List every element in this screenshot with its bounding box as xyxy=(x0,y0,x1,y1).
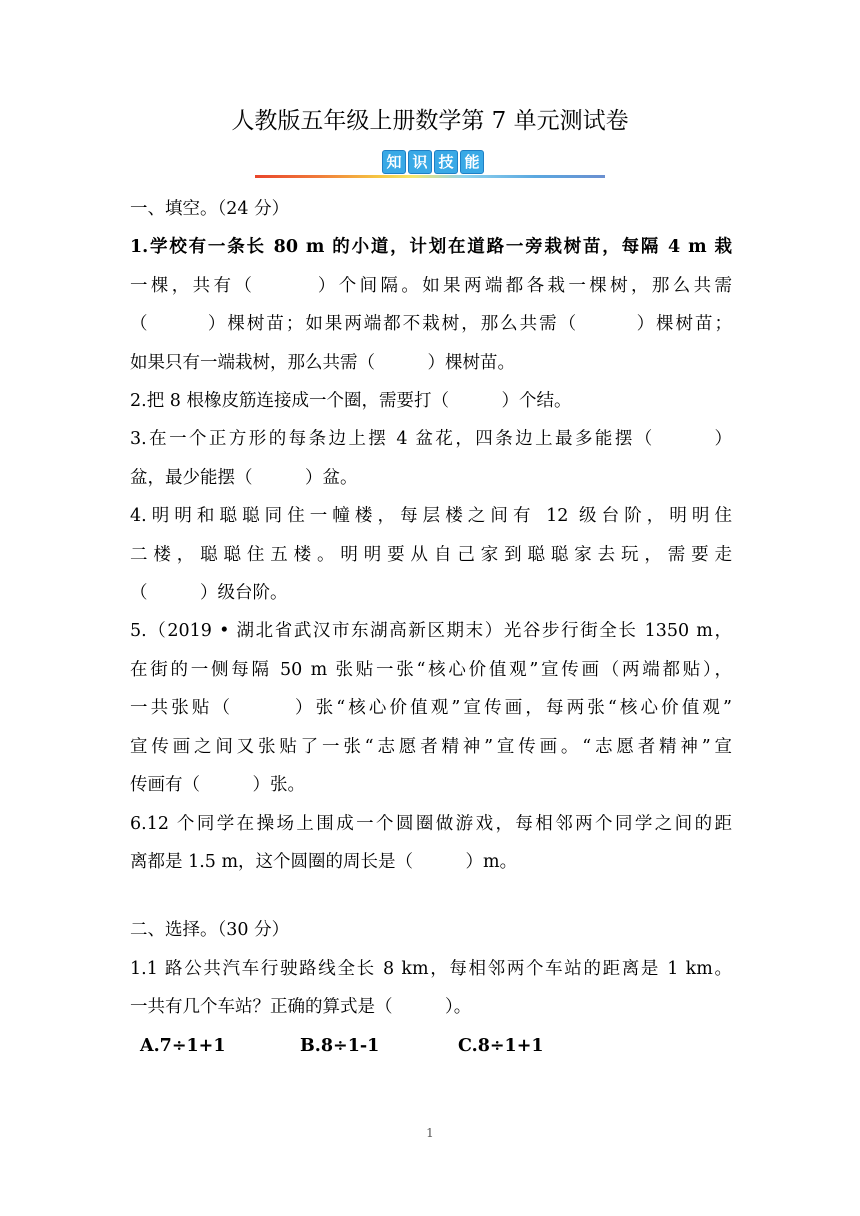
section-1-heading: 一、填空。（24 分） xyxy=(130,199,290,219)
badge-char: 知 xyxy=(382,150,406,174)
badge-char: 识 xyxy=(408,150,432,174)
page-title: 人教版五年级上册数学第 7 单元测试卷 xyxy=(231,108,629,134)
question-1-line: 1.学校有一条长 80 m 的小道，计划在道路一旁栽树苗，每隔 4 m 栽 xyxy=(130,237,732,258)
option-c[interactable]: C.8÷1+1 xyxy=(458,1035,544,1056)
question-5-line: 一共张贴（ ）张“核心价值观”宣传画，每两张“核心价值观” xyxy=(130,698,732,719)
option-b[interactable]: B.8÷1-1 xyxy=(300,1035,380,1056)
section-2-heading: 二、选择。（30 分） xyxy=(130,920,290,941)
option-a[interactable]: A.7÷1+1 xyxy=(140,1035,226,1056)
question-1-line: 如果只有一端栽树，那么共需（ ）棵树苗。 xyxy=(130,352,515,373)
question-5-line: 宣传画之间又张贴了一张“志愿者精神”宣传画。“志愿者精神”宣 xyxy=(130,736,732,757)
choice-question-1-line: 1.1 路公共汽车行驶路线全长 8 km，每相邻两个车站的距离是 1 km。 xyxy=(130,958,732,979)
knowledge-skills-badge xyxy=(382,150,484,174)
badge-char: 技 xyxy=(434,150,458,174)
page-number: 1 xyxy=(426,1126,434,1140)
exam-content xyxy=(130,190,732,1065)
choice-question-1-line: 一共有几个车站？正确的算式是（ ）。 xyxy=(130,997,472,1018)
question-2-line: 2.把 8 根橡皮筋连接成一个圈，需要打（ ）个结。 xyxy=(130,391,572,412)
question-1-line: （ ）棵树苗；如果两端都不栽树，那么共需（ ）棵树苗； xyxy=(130,314,732,335)
question-5-line: 5.（2019 • 湖北省武汉市东湖高新区期末）光谷步行街全长 1350 m， xyxy=(130,621,732,642)
question-5-line: 在街的一侧每隔 50 m 张贴一张“核心价值观”宣传画（两端都贴）， xyxy=(130,659,732,680)
question-3-line: 盆，最少能摆（ ）盆。 xyxy=(130,467,358,488)
question-4-line: 4.明明和聪聪同住一幢楼，每层楼之间有 12 级台阶，明明住 xyxy=(130,506,732,527)
section-badge-row xyxy=(0,150,860,174)
question-6-line: 离都是 1.5 m，这个圆圈的周长是（ ）m。 xyxy=(130,851,518,872)
question-5-line: 传画有（ ）张。 xyxy=(130,775,305,796)
question-3-line: 3.在一个正方形的每条边上摆 4 盆花，四条边上最多能摆（ ） xyxy=(130,429,732,450)
choice-options xyxy=(130,1027,732,1065)
question-6-line: 6.12 个同学在操场上围成一个圆圈做游戏，每相邻两个同学之间的距 xyxy=(130,813,732,834)
badge-char: 能 xyxy=(460,150,484,174)
question-4-line: 二楼，聪聪住五楼。明明要从自己家到聪聪家去玩，需要走 xyxy=(130,544,732,565)
rainbow-divider xyxy=(255,175,605,178)
section-spacer xyxy=(130,881,732,911)
question-4-line: （ ）级台阶。 xyxy=(130,583,288,604)
question-1-line: 一棵，共有（ ）个间隔。如果两端都各栽一棵树，那么共需 xyxy=(130,275,732,296)
